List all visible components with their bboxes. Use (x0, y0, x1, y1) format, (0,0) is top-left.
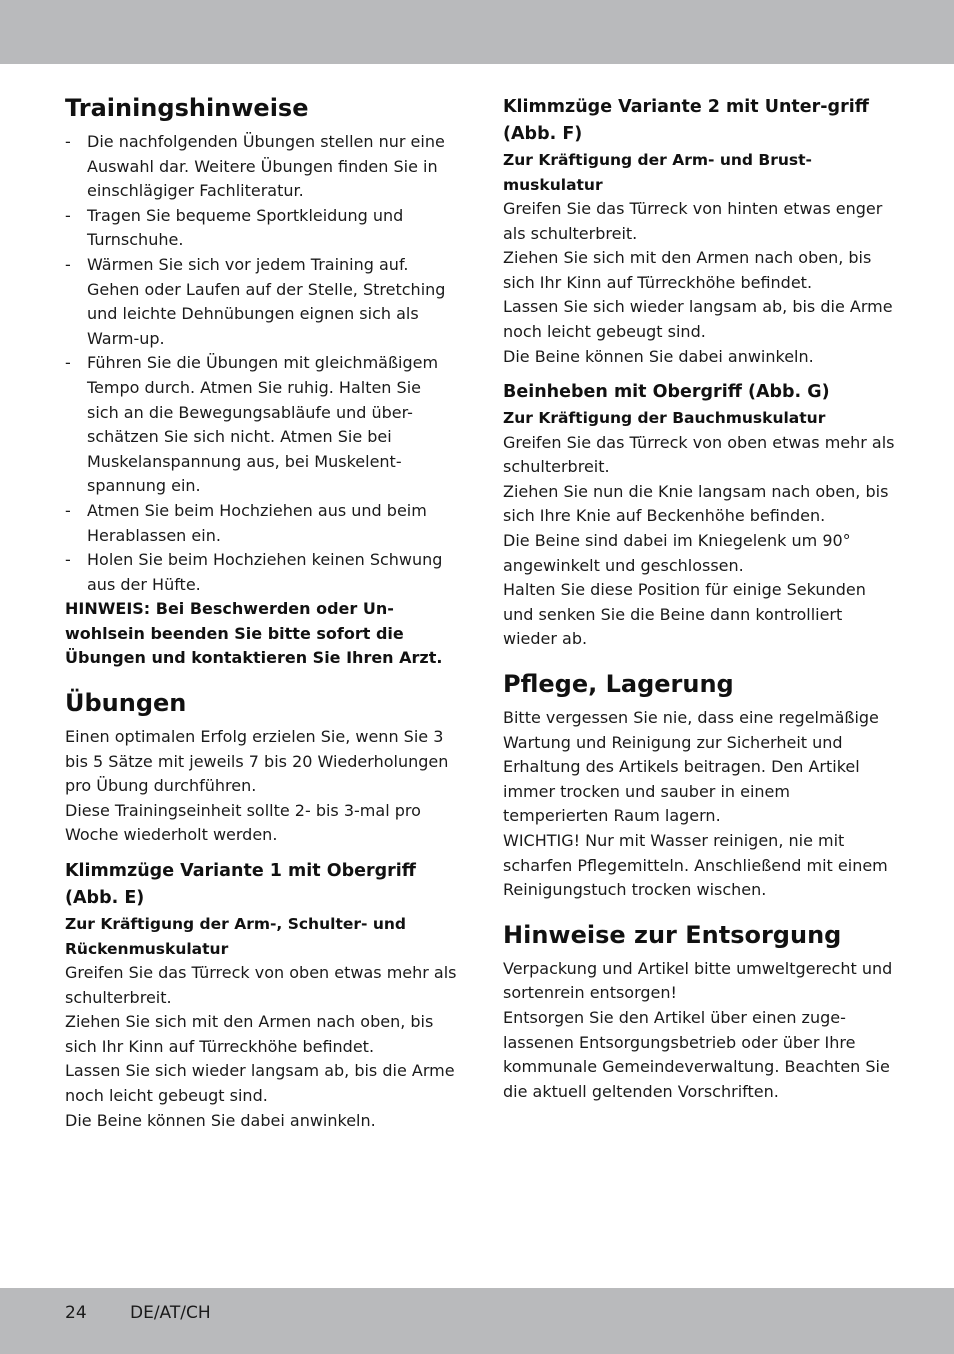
variant2-heading: Klimmzüge Variante 2 mit Unter-griff (Abb. F) (503, 97, 869, 144)
list-item: - Holen Sie beim Hochziehen keinen Schwung aus der Hüfte. (65, 548, 457, 597)
list-item: - Führen Sie die Übungen mit gleichmäßigem Tempo durch. Atmen Sie ruhig. Halten Sie sich an die Bewegungsabläufe und über-schätzen Sie sich nicht. Atmen Sie bei Muskelanspannung aus, bei Muskelent-spannung ein. (65, 351, 457, 499)
disposal-text: Verpackung und Artikel bitte umweltgerecht und sortenrein entsorgen! (503, 958, 893, 1003)
leg-raise-step: Ziehen Sie nun die Knie langsam nach oben, bis sich Ihre Knie auf Beckenhöhe befinden. (503, 481, 889, 526)
list-item: - Tragen Sie bequeme Sportkleidung und Turnschuhe. (65, 204, 457, 253)
warning-note: HINWEIS: Bei Beschwerden oder Un-wohlsein beenden Sie bitte sofort die Übungen und kontaktieren Sie Ihren Arzt. (65, 599, 443, 668)
region-label: DE/AT/CH (130, 1303, 211, 1323)
exercises-heading: Übungen (65, 689, 187, 718)
leg-raise-step: Greifen Sie das Türreck von oben etwas mehr als schulterbreit. (503, 432, 895, 477)
variant1-heading: Klimmzüge Variante 1 mit Obergriff (Abb. E) (65, 861, 416, 909)
leg-raise-step: Halten Sie diese Position für einige Sekunden und senken Sie die Beine dann kontrolliert wieder ab. (503, 580, 866, 649)
training-list (65, 130, 457, 597)
leg-raise-step: Die Beine sind dabei im Kniegelenk um 90° angewinkelt und geschlossen. (503, 531, 851, 575)
variant1-subheading: Zur Kräftigung der Arm-, Schulter- und Rückenmuskulatur (65, 915, 406, 958)
leg-raise-subheading: Zur Kräftigung der Bauchmuskulatur (503, 409, 826, 428)
care-important: WICHTIG! Nur mit Wasser reinigen, nie mit scharfen Pflegemitteln. Anschließend mit einem Reinigungstuch trocken wischen. (503, 830, 888, 900)
variant2-step: Greifen Sie das Türreck von hinten etwas enger als schulterbreit. (503, 199, 883, 243)
variant2-subheading: Zur Kräftigung der Arm- und Brust-muskulatur (503, 151, 812, 194)
variant1-step: Ziehen Sie sich mit den Armen nach oben, bis sich Ihr Kinn auf Türreckhöhe befindet. (65, 1012, 434, 1056)
variant2-step: Ziehen Sie sich mit den Armen nach oben, bis sich Ihr Kinn auf Türreckhöhe befindet. (503, 248, 872, 292)
care-heading: Pflege, Lagerung (503, 670, 734, 698)
care-text: Bitte vergessen Sie nie, dass eine regelmäßige Wartung und Reinigung zur Sicherheit und Erhaltung des Artikels beitragen. Den Artikel immer trocken und sauber in einem temperierten Raum lagern. (503, 708, 879, 826)
variant1-step: Lassen Sie sich wieder langsam ab, bis die Arme noch leicht gebeugt sind. (65, 1061, 455, 1105)
training-heading: Trainingshinweise (65, 94, 309, 122)
disposal-text: Entsorgen Sie den Artikel über einen zuge-lassenen Entsorgungsbetrieb oder über Ihre kommunale Gemeindeverwaltung. Beachten Sie die aktuell geltenden Vorschriften. (503, 1007, 890, 1101)
list-item: - Atmen Sie beim Hochziehen aus und beim Herablassen ein. (65, 499, 457, 548)
variant1-step: Die Beine können Sie dabei anwinkeln. (65, 1110, 376, 1130)
left-column (65, 92, 457, 1133)
list-item: - Die nachfolgenden Übungen stellen nur eine Auswahl dar. Weitere Übungen finden Sie in einschlägiger Fachliteratur. (65, 130, 457, 204)
header-bar (0, 0, 954, 64)
exercises-intro: Einen optimalen Erfolg erzielen Sie, wenn Sie 3 bis 5 Sätze mit jeweils 7 bis 20 Wiederholungen pro Übung durchführen. (65, 727, 449, 796)
variant1-step: Greifen Sie das Türreck von oben etwas mehr als schulterbreit. (65, 963, 457, 1007)
list-item: - Wärmen Sie sich vor jedem Training auf. Gehen oder Laufen auf der Stelle, Stretching und leichte Dehnübungen eignen sich als Warm-up. (65, 253, 457, 351)
leg-raise-heading: Beinheben mit Obergriff (Abb. G) (503, 382, 830, 403)
right-column (503, 94, 895, 1104)
variant2-step: Die Beine können Sie dabei anwinkeln. (503, 346, 814, 366)
page-number: 24 (65, 1303, 87, 1323)
exercises-frequency: Diese Trainingseinheit sollte 2- bis 3-mal pro Woche wiederholt werden. (65, 800, 421, 845)
disposal-heading: Hinweise zur Entsorgung (503, 920, 842, 949)
variant2-step: Lassen Sie sich wieder langsam ab, bis die Arme noch leicht gebeugt sind. (503, 297, 893, 341)
